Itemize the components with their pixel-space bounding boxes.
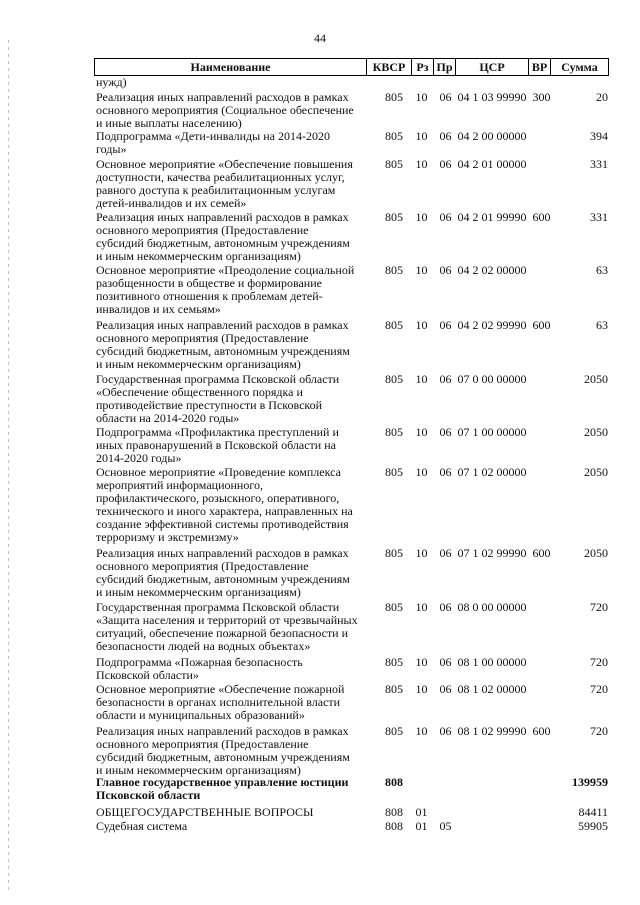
cell-kvsr: 805 [385, 372, 403, 386]
cell-vr: 600 [532, 210, 551, 224]
cell-csr: 08 1 00 00000 [457, 655, 527, 669]
cell-sum: 139959 [572, 775, 608, 789]
cell-pr: 06 [439, 157, 452, 171]
cell-rz: 10 [415, 655, 428, 669]
page-number: 44 [314, 31, 326, 45]
column-header-kvsr: КВСР [367, 59, 412, 75]
cell-kvsr: 805 [385, 724, 403, 738]
cell-pr: 06 [439, 372, 452, 386]
cell-csr: 04 1 03 99990 [457, 90, 527, 104]
cell-kvsr: 805 [385, 129, 403, 143]
cell-name: Государственная программа Псковской области «Обеспечение общественного порядка и противодействие преступности в Псковской области на 2014-2020 годы» [96, 372, 340, 425]
cell-pr: 06 [439, 318, 452, 332]
cell-csr: 08 1 02 00000 [457, 682, 527, 696]
cell-kvsr: 805 [385, 465, 403, 479]
cell-kvsr: 805 [385, 600, 403, 614]
cell-kvsr: 805 [385, 682, 403, 696]
cell-name: Реализация иных направлений расходов в рамках основного мероприятия (Предоставление субсидий бюджетным, автономным учреждениям и иным некоммерческим организациям) [96, 546, 350, 599]
cell-sum: 63 [596, 263, 608, 277]
table-header [94, 58, 609, 76]
cell-sum: 720 [590, 600, 608, 614]
column-header-vr: ВР [529, 59, 551, 75]
column-header-pr: Пр [434, 59, 456, 75]
cell-sum: 720 [590, 682, 608, 696]
cell-rz: 10 [415, 546, 428, 560]
cell-name: ОБЩЕГОСУДАРСТВЕННЫЕ ВОПРОСЫ [96, 805, 314, 819]
cell-csr: 07 1 02 99990 [457, 546, 527, 560]
cell-rz: 10 [415, 90, 428, 104]
cell-pr: 06 [439, 129, 452, 143]
cell-sum: 2050 [584, 465, 608, 479]
cell-rz: 10 [415, 372, 428, 386]
cell-rz: 10 [415, 724, 428, 738]
cell-name: Реализация иных направлений расходов в рамках основного мероприятия (Социальное обеспечение и иные выплаты населению) [96, 90, 354, 130]
cell-name: Реализация иных направлений расходов в рамках основного мероприятия (Предоставление субсидий бюджетным, автономным учреждениям и иным некоммерческим организациям) [96, 210, 350, 263]
cell-pr: 06 [439, 425, 452, 439]
cell-pr: 06 [439, 263, 452, 277]
cell-name: Реализация иных направлений расходов в рамках основного мероприятия (Предоставление субсидий бюджетным, автономным учреждениям и иным некоммерческим организациям) [96, 318, 350, 371]
cell-csr: 04 2 01 00000 [457, 157, 527, 171]
cell-pr: 06 [439, 90, 452, 104]
cell-vr: 600 [532, 724, 551, 738]
cell-pr: 06 [439, 546, 452, 560]
cell-name: Государственная программа Псковской области «Защита населения и территорий от чрезвычайных ситуаций, обеспечение пожарной безопасности и безопасности людей на водных объектах» [96, 600, 358, 653]
cell-pr: 06 [439, 465, 452, 479]
cell-sum: 331 [590, 210, 608, 224]
cell-kvsr: 805 [385, 546, 403, 560]
cell-csr: 07 0 00 00000 [457, 372, 527, 386]
cell-sum: 394 [590, 129, 608, 143]
cell-rz: 01 [415, 805, 428, 819]
cell-pr: 06 [439, 210, 452, 224]
cell-kvsr: 805 [385, 655, 403, 669]
cell-kvsr: 805 [385, 425, 403, 439]
cell-kvsr: 805 [385, 263, 403, 277]
cell-kvsr: 805 [385, 157, 403, 171]
cell-name: Реализация иных направлений расходов в рамках основного мероприятия (Предоставление субсидий бюджетным, автономным учреждениям и иным некоммерческим организациям) [96, 724, 350, 777]
cell-pr: 06 [439, 682, 452, 696]
cell-pr: 06 [439, 600, 452, 614]
cell-rz: 10 [415, 465, 428, 479]
cell-pr: 05 [439, 819, 452, 833]
column-header-csr: ЦСР [456, 59, 529, 75]
cell-rz: 10 [415, 682, 428, 696]
cell-csr: 04 2 00 00000 [457, 129, 527, 143]
cell-kvsr: 805 [385, 318, 403, 332]
column-header-sum: Сумма [561, 60, 598, 74]
cell-name: Судебная система [96, 819, 188, 833]
cell-rz: 10 [415, 210, 428, 224]
column-header-rz: Рз [412, 59, 434, 75]
cell-sum: 84411 [578, 805, 608, 819]
cell-sum: 20 [596, 90, 608, 104]
cell-name: Подпрограмма «Дети-инвалиды на 2014-2020 годы» [96, 129, 330, 156]
cell-name: Подпрограмма «Пожарная безопасность Псковской области» [96, 655, 303, 682]
cell-csr: 07 1 02 00000 [457, 465, 527, 479]
cell-rz: 10 [415, 129, 428, 143]
cell-kvsr: 808 [385, 819, 403, 833]
column-header-name: Наименование [95, 59, 367, 75]
cell-kvsr: 808 [385, 805, 403, 819]
cell-vr: 600 [532, 546, 551, 560]
cell-sum: 720 [590, 724, 608, 738]
cell-csr: 04 2 02 00000 [457, 263, 527, 277]
cell-vr: 300 [532, 90, 551, 104]
cell-sum: 63 [596, 318, 608, 332]
cell-name: Основное мероприятие «Обеспечение повышения доступности, качества реабилитационных услуг, равного доступа к реабилитационным услугам детей-инвалидов и их семей» [96, 157, 353, 210]
cell-name: Главное государственное управление юстиции Псковской области [96, 775, 349, 802]
cell-sum: 2050 [584, 546, 608, 560]
cell-name: Подпрограмма «Профилактика преступлений и иных правонарушений в Псковской области на 2014-2020 годы» [96, 425, 339, 465]
cell-rz: 10 [415, 318, 428, 332]
cell-kvsr: 805 [385, 210, 403, 224]
cell-sum: 59905 [578, 819, 608, 833]
cell-pr: 06 [439, 655, 452, 669]
cell-csr: 08 1 02 99990 [457, 724, 527, 738]
cell-sum: 2050 [584, 372, 608, 386]
cell-pr: 06 [439, 724, 452, 738]
cell-csr: 04 2 02 99990 [457, 318, 527, 332]
cell-csr: 04 2 01 99990 [457, 210, 527, 224]
cell-name: Основное мероприятие «Преодоление социальной разобщенности в обществе и формирование позитивного отношения к проблемам детей-инвалидов и их семьям» [96, 263, 355, 316]
cell-rz: 10 [415, 157, 428, 171]
cell-name: Основное мероприятие «Обеспечение пожарной безопасности в органах исполнительной власти области и муниципальных образований» [96, 682, 345, 722]
cell-rz: 10 [415, 600, 428, 614]
cell-kvsr: 805 [385, 90, 403, 104]
cell-csr: 07 1 00 00000 [457, 425, 527, 439]
cell-rz: 10 [415, 425, 428, 439]
cell-rz: 10 [415, 263, 428, 277]
cell-rz: 01 [415, 819, 428, 833]
cell-sum: 720 [590, 655, 608, 669]
cell-sum: 331 [590, 157, 608, 171]
cell-name: нужд) [96, 75, 127, 89]
scan-edge-artifact [8, 40, 9, 890]
cell-name: Основное мероприятие «Проведение комплекса мероприятий информационного, профилактического, розыскного, оперативного, технического и иного характера, направленных на создание эффективной системы противодействия терроризму и экстремизму» [96, 465, 353, 544]
cell-vr: 600 [532, 318, 551, 332]
cell-csr: 08 0 00 00000 [457, 600, 527, 614]
cell-sum: 2050 [584, 425, 608, 439]
cell-kvsr: 808 [385, 775, 403, 789]
